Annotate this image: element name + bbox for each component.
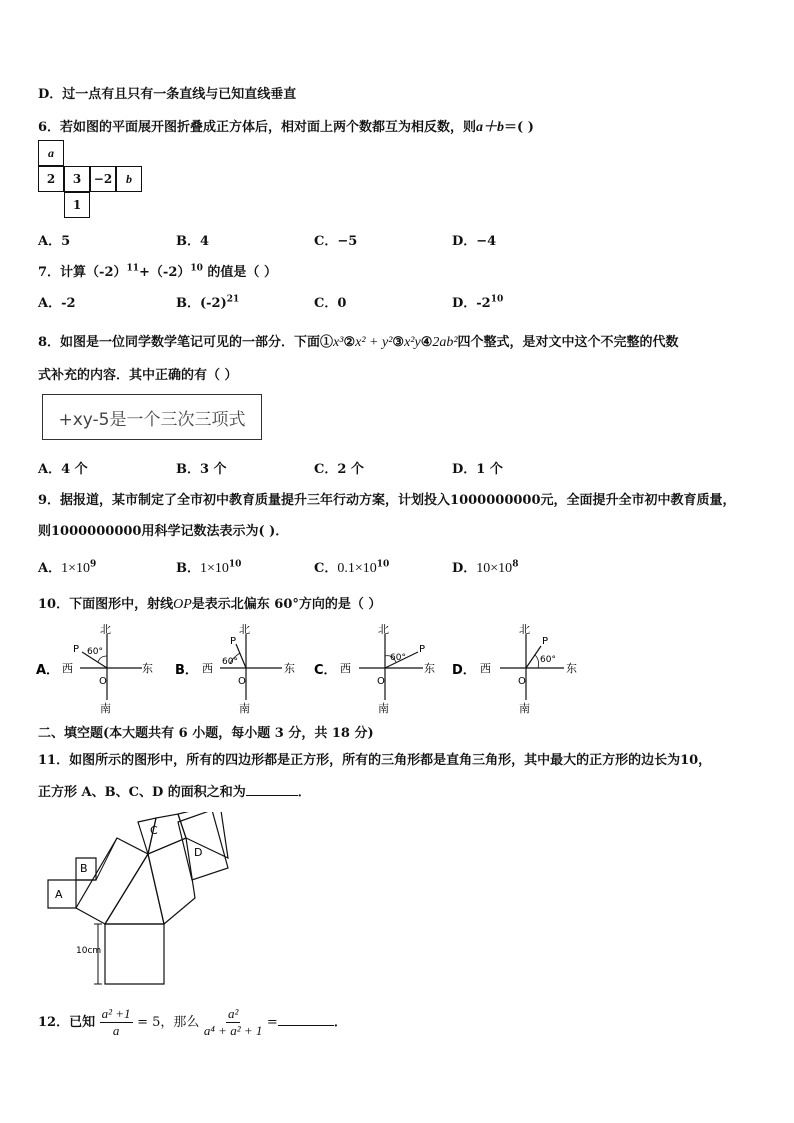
q7-stem-b: +（-2）	[139, 265, 191, 280]
angle-label: 60°	[390, 653, 406, 663]
net-cell-b: b	[116, 166, 142, 192]
square-d-label: D	[194, 846, 203, 859]
q7-option-a: A．-2	[38, 296, 76, 311]
q10-compass-figures	[30, 622, 600, 714]
q8-mark2: ②	[343, 335, 356, 350]
q7-option-d-text: D．-2	[452, 296, 491, 311]
q9-option-d-exp: 8	[512, 559, 519, 570]
left-medium-square	[76, 838, 148, 924]
q9-option-c-exp: 10	[376, 559, 390, 570]
q7-exp2: 10	[190, 263, 203, 274]
south-label: 南	[378, 702, 389, 714]
p-label: P	[419, 644, 426, 655]
q10-stem-a: 10．下面图形中，射线	[38, 597, 174, 612]
q7-option-d-exp: 10	[490, 294, 504, 305]
west-label: 西	[340, 662, 351, 675]
q8-stem-line1	[38, 331, 679, 351]
q6-option-d: D．−4	[452, 234, 497, 249]
origin-label: O	[377, 676, 385, 687]
origin-label: O	[518, 676, 526, 687]
q7-stem	[38, 261, 277, 280]
answer-blank[interactable]	[278, 1025, 334, 1026]
q9-option-b-label: B．	[176, 561, 200, 576]
q9-option-b	[176, 557, 241, 577]
q7-option-c: C．0	[314, 296, 347, 311]
q9-option-a-label: A．	[38, 561, 62, 576]
q8-option-a: A．4 个	[38, 462, 88, 477]
square-a-label: A	[55, 888, 63, 901]
west-label: 西	[202, 662, 213, 675]
net-cell-2: 2	[38, 166, 64, 192]
south-label: 南	[239, 702, 250, 714]
north-label: 北	[519, 623, 530, 636]
pythagoras-tree-figure	[40, 812, 250, 988]
q11-stem-line2	[38, 781, 311, 800]
q10-stem	[38, 593, 381, 613]
q9-option-b-exp: 10	[228, 559, 242, 570]
south-label: 南	[519, 702, 530, 714]
side-length-label: 10cm	[76, 946, 102, 956]
q7-option-b	[176, 292, 239, 311]
q9-option-d-label: D．	[452, 561, 477, 576]
angle-label: 60°	[540, 655, 556, 665]
net-cell-1: 1	[64, 192, 90, 218]
q11-stem-b: 正方形 A、B、C、D 的面积之和为	[38, 785, 246, 800]
q10-label-b: B．	[175, 663, 198, 678]
q8-stem-line2: 式补充的内容．其中正确的有（ ）	[38, 368, 238, 383]
north-label: 北	[100, 623, 111, 636]
q9-stem-line2: 则1000000000用科学记数法表示为( )．	[38, 524, 289, 539]
q6-stem	[38, 116, 534, 136]
q8-option-c: C．2 个	[314, 462, 364, 477]
q9-option-d	[452, 557, 518, 577]
q10-ray: OP	[173, 597, 192, 612]
west-label: 西	[62, 662, 73, 675]
p-label: P	[230, 636, 237, 647]
q8-term2: x² + y²	[355, 335, 393, 350]
q8-term4: 2ab²	[432, 335, 458, 350]
q6-stem-end: ＝( )	[504, 120, 534, 135]
angle-label: 60°	[222, 657, 238, 667]
q6-option-b: B．4	[176, 234, 210, 249]
q9-option-a-exp: 9	[90, 559, 97, 570]
q7-option-b-exp: 21	[226, 294, 240, 305]
q12-stem	[38, 1006, 347, 1039]
fraction-2	[204, 1006, 262, 1039]
q8-term3: x²y	[404, 335, 421, 350]
angle-label: 60°	[87, 647, 103, 657]
q7-exp1: 11	[126, 263, 140, 274]
q9-option-d-math: 10×10	[476, 561, 513, 576]
compass-figure-c	[340, 623, 435, 714]
net-cell-neg2: −2	[90, 166, 116, 192]
q9-option-b-math: 1×10	[200, 561, 229, 576]
q7-stem-c: 的值是（ ）	[202, 265, 277, 280]
q12-stem-a: 12．已知	[38, 1015, 96, 1030]
compass-figure-a	[62, 623, 153, 714]
q8-option-d: D．1 个	[452, 462, 503, 477]
q12-eq2: =	[266, 1015, 278, 1030]
q6-option-c: C．−5	[314, 234, 358, 249]
west-label: 西	[480, 662, 491, 675]
q8-note-box: +xy-5是一个三次三项式	[42, 394, 262, 440]
section-heading: 二、填空题(本大题共有 6 小题，每小题 3 分，共 18 分)	[38, 726, 374, 741]
east-label: 东	[284, 662, 295, 675]
q9-option-a-math: 1×10	[61, 561, 90, 576]
q9-option-c-label: C．	[314, 561, 338, 576]
q10-label-a: A．	[36, 663, 60, 678]
fraction-1-denominator: a	[112, 1023, 120, 1038]
compass-figure-b	[202, 623, 295, 714]
q7-stem-a: 7．计算（-2）	[38, 265, 127, 280]
q8-term1: x³	[333, 335, 344, 350]
south-label: 南	[100, 702, 111, 714]
q12-end: ．	[333, 1015, 347, 1030]
q10-stem-b: 是表示北偏东 60°方向的是（ ）	[191, 597, 382, 612]
p-label: P	[73, 644, 80, 655]
east-label: 东	[566, 662, 577, 675]
origin-label: O	[99, 676, 107, 687]
compass-figure-d	[480, 623, 577, 714]
q9-stem-line1: 9．据报道，某市制定了全市初中教育质量提升三年行动方案，计划投入1000000000元，全面提升全市初中教育质量，	[38, 493, 736, 508]
square-c-label: C	[150, 824, 158, 837]
north-label: 北	[378, 623, 389, 636]
fraction-1	[100, 1006, 133, 1039]
q8-stem-b: 四个整式，是对文中这个不完整的代数	[457, 335, 679, 350]
q9-option-c-math: 0.1×10	[337, 561, 377, 576]
q11-stem-c: ．	[297, 785, 311, 800]
q11-stem-line1: 11．如图所示的图形中，所有的四边形都是正方形，所有的三角形都是直角三角形，其中最大的正方形的边长为10，	[38, 753, 712, 768]
north-label: 北	[239, 623, 250, 636]
east-label: 东	[424, 662, 435, 675]
q8-option-b: B．3 个	[176, 462, 227, 477]
q6-stem-math: a＋b	[476, 120, 505, 135]
q9-option-a	[38, 557, 96, 577]
right-triangle-main	[105, 854, 164, 924]
p-label: P	[542, 636, 549, 647]
fraction-2-denominator: a⁴ + a² + 1	[203, 1023, 263, 1038]
q8-mark4: ④	[420, 335, 433, 350]
q6-stem-text: 6．若如图的平面展开图折叠成正方体后，相对面上两个数都互为相反数，则	[38, 120, 477, 135]
east-label: 东	[142, 662, 153, 675]
net-cell-a: a	[38, 140, 64, 166]
fraction-1-numerator: a² +1	[101, 1006, 131, 1021]
q6-option-a: A．5	[38, 234, 71, 249]
q10-label-d: D．	[452, 663, 476, 678]
fraction-2-numerator: a²	[227, 1006, 239, 1021]
square-b-label: B	[80, 862, 88, 875]
origin-label: O	[238, 676, 246, 687]
net-cell-3: 3	[64, 166, 90, 192]
q9-option-c	[314, 557, 389, 577]
q8-stem-a: 8．如图是一位同学数学笔记可见的一部分．下面①	[38, 335, 334, 350]
largest-square	[105, 924, 164, 984]
q7-option-d	[452, 292, 503, 311]
q12-eq: = 5，那么	[137, 1015, 200, 1030]
answer-blank[interactable]	[246, 795, 298, 796]
q5-option-d: D．过一点有且只有一条直线与已知直线垂直	[38, 87, 297, 102]
q10-label-c: C．	[314, 663, 337, 678]
q8-mark3: ③	[392, 335, 405, 350]
q7-option-b-text: B．(-2)	[176, 296, 227, 311]
